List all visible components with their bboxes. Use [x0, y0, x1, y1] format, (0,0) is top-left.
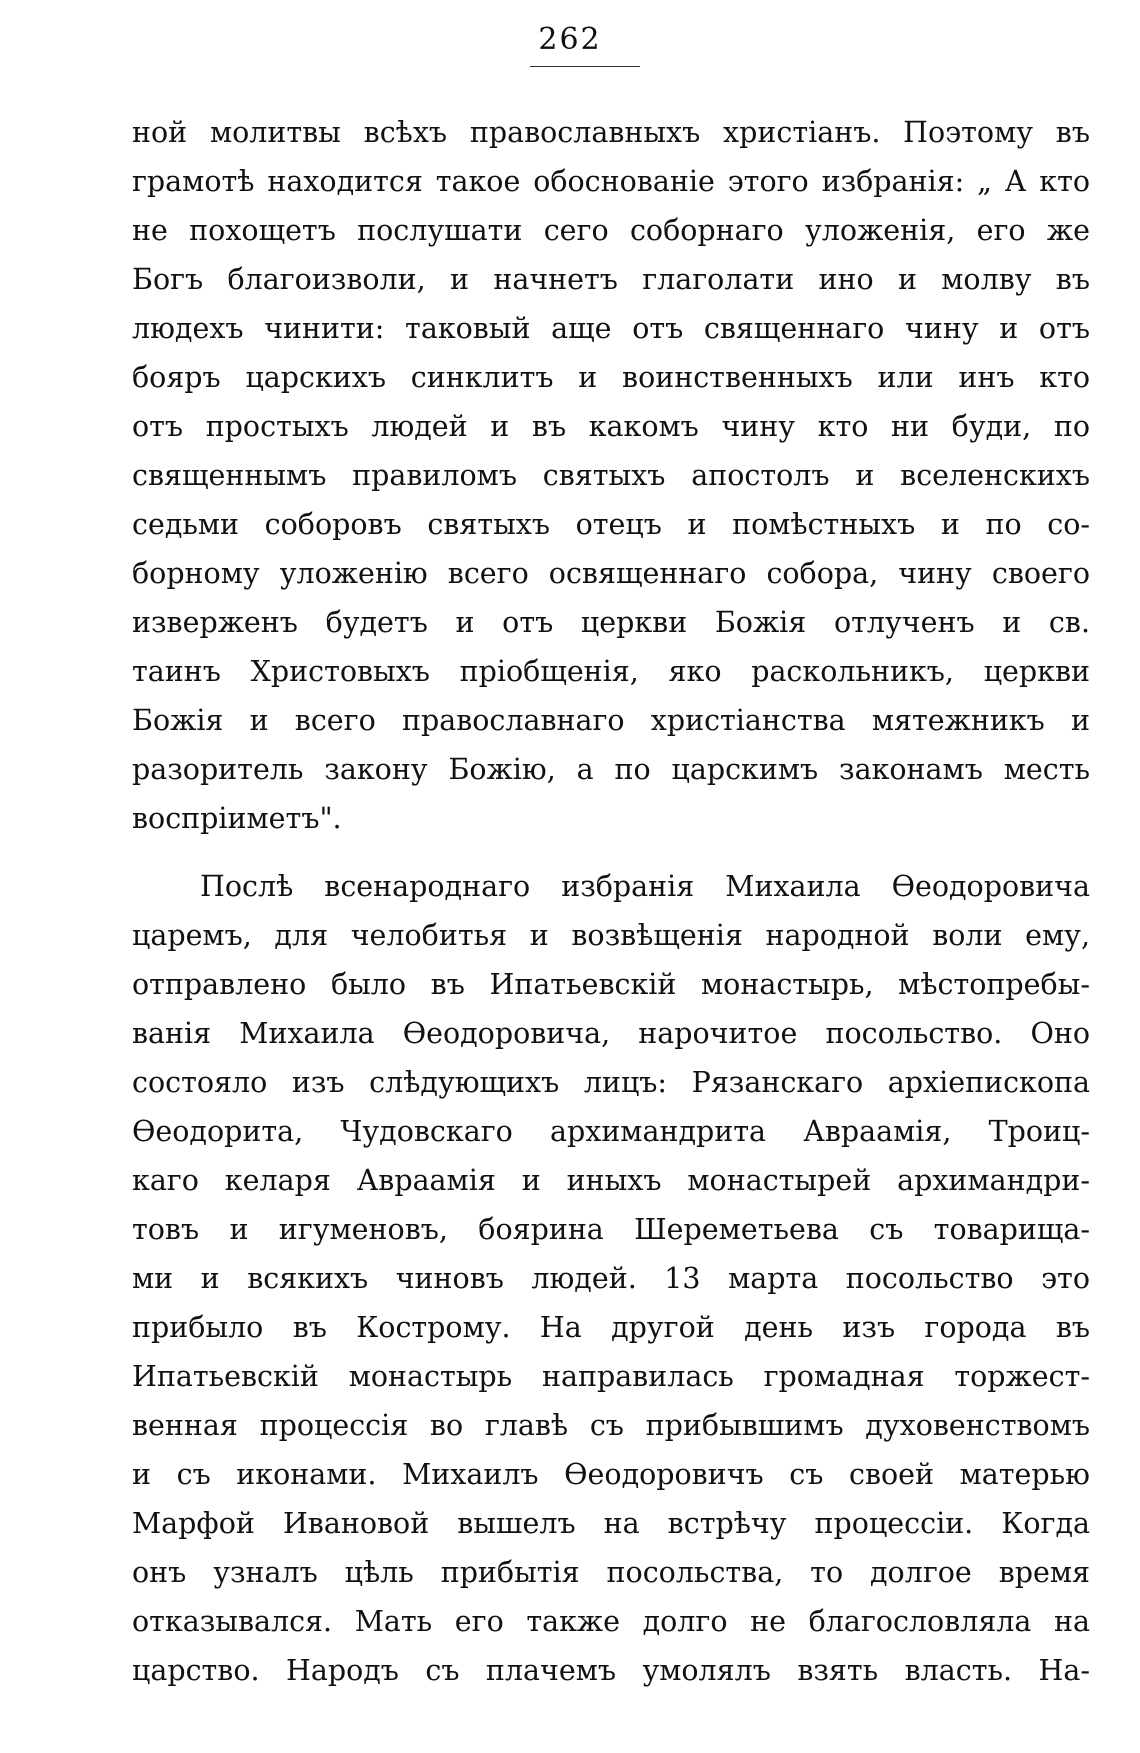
text-line: Өеодорита, Чудовскаго архимандрита Авраамія, Троиц- [132, 1115, 1090, 1148]
text-line: товъ и игуменовъ, боярина Шереметьева съ товарища- [132, 1213, 1090, 1246]
text-line: грамотѣ находится такое обоснованіе этого избранія: „ А кто [132, 165, 1090, 198]
text-line: прибыло въ Кострому. На другой день изъ города въ [132, 1311, 1090, 1344]
text-line: отправлено было въ Ипатьевскій монастырь, мѣстопребы- [132, 968, 1090, 1001]
text-line: каго келаря Авраамія и иныхъ монастырей архимандри- [132, 1164, 1090, 1197]
text-line: не похощетъ послушати сего соборнаго уложенія, его же [132, 214, 1090, 247]
header-rule [530, 66, 640, 67]
text-line: таинъ Христовыхъ пріобщенія, яко раскольникъ, церкви [132, 655, 1090, 688]
text-line: состояло изъ слѣдующихъ лицъ: Рязанскаго архіепископа [132, 1066, 1090, 1099]
text-line: венная процессія во главѣ съ прибывшимъ духовенствомъ [132, 1409, 1090, 1442]
text-line: отказывался. Мать его также долго не благословляла на [132, 1605, 1090, 1638]
text-line: онъ узналъ цѣль прибытія посольства, то долгое время [132, 1556, 1090, 1589]
text-line: и съ иконами. Михаилъ Өеодоровичъ съ своей матерью [132, 1458, 1090, 1491]
text-line: бояръ царскихъ синклитъ и воинственныхъ или инъ кто [132, 361, 1090, 394]
text-line: седьми соборовъ святыхъ отецъ и помѣстныхъ и по со- [132, 508, 1090, 541]
text-line: людехъ чинити: таковый аще отъ священнаго чину и отъ [132, 312, 1090, 345]
text-line: ми и всякихъ чиновъ людей. 13 марта посольство это [132, 1262, 1090, 1295]
text-line: Божія и всего православнаго христіанства мятежникъ и [132, 704, 1090, 737]
text-line: Ипатьевскій монастырь направилась громадная торжест- [132, 1360, 1090, 1393]
text-line: разоритель закону Божію, а по царскимъ законамъ месть [132, 753, 1090, 786]
paragraph-2 [132, 862, 1090, 1695]
text-line: Марфой Ивановой вышелъ на встрѣчу процессіи. Когда [132, 1507, 1090, 1540]
text-line: отъ простыхъ людей и въ какомъ чину кто ни буди, по [132, 410, 1090, 443]
paragraph-1 [132, 108, 1090, 843]
text-line: царемъ, для челобитья и возвѣщенія народной воли ему, [132, 919, 1090, 952]
text-line: священнымъ правиломъ святыхъ апостолъ и вселенскихъ [132, 459, 1090, 492]
text-line: Послѣ всенароднаго избранія Михаила Өеодоровича [200, 870, 1090, 903]
text-line: борному уложенію всего освященнаго собора, чину своего [132, 557, 1090, 590]
page-number: 262 [538, 22, 602, 57]
text-line: воспріиметъ". [132, 802, 342, 835]
text-line: изверженъ будетъ и отъ церкви Божія отлученъ и св. [132, 606, 1090, 639]
text-line: царство. Народъ съ плачемъ умолялъ взять власть. На- [132, 1654, 1090, 1687]
text-line: ной молитвы всѣхъ православныхъ христіанъ. Поэтому въ [132, 116, 1090, 149]
text-line: Богъ благоизволи, и начнетъ глаголати ино и молву въ [132, 263, 1090, 296]
text-line: ванія Михаила Өеодоровича, нарочитое посольство. Оно [132, 1017, 1090, 1050]
